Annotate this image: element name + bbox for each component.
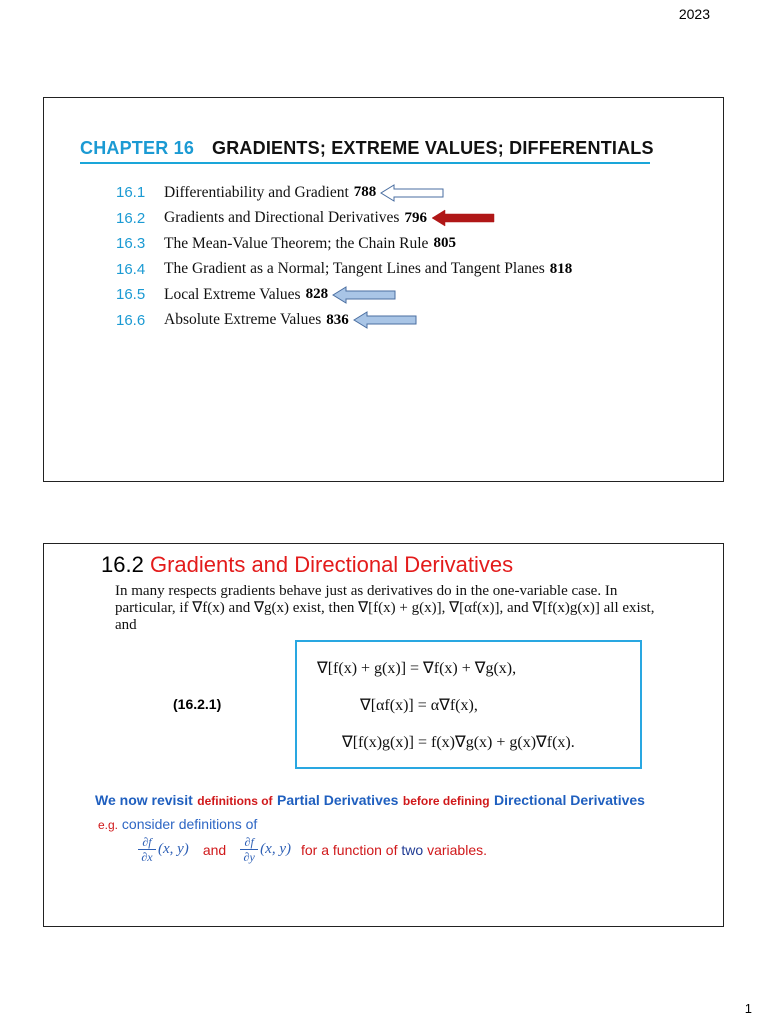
toc-page-number: 788 (353, 184, 377, 201)
slide-gradients (43, 543, 724, 927)
partial-x-args: (x, y) (158, 841, 189, 857)
page-number: 1 (744, 1001, 752, 1016)
partial-x-denominator: ∂x (141, 850, 153, 864)
toc-item (116, 180, 572, 206)
toc-section-title: The Gradient as a Normal; Tangent Lines and Tangent Planes (164, 260, 545, 278)
equation-scalar: ∇[αf(x)] = α∇f(x), (360, 697, 478, 714)
slide-title-text: Gradients and Directional Derivatives (149, 552, 514, 577)
toc-item (116, 231, 572, 257)
eg-prefix: e.g. (98, 818, 119, 832)
equation-product: ∇[f(x)g(x)] = f(x)∇g(x) + g(x)∇f(x). (342, 734, 575, 751)
slide-title (101, 552, 513, 578)
partial-x-fraction (138, 836, 156, 863)
revisit-part3: Partial Derivatives (277, 792, 399, 808)
partial-y-denominator: ∂y (243, 850, 255, 864)
partial-x-numerator: ∂f (142, 835, 152, 849)
partial-y-fraction (240, 836, 258, 863)
toc-page-number: 836 (326, 311, 349, 328)
toc-item (116, 206, 572, 232)
chapter-number: CHAPTER 16 (80, 138, 195, 158)
revisit-part2: definitions of (197, 794, 273, 808)
toc-section-number: 16.4 (116, 260, 146, 278)
toc-section-number: 16.2 (116, 209, 146, 227)
partial-y-args: (x, y) (260, 841, 291, 857)
toc-page-number: 828 (305, 286, 329, 303)
toc-item (116, 282, 572, 308)
toc-section-title: Local Extreme Values (164, 285, 301, 303)
tail-part2: two (401, 841, 424, 858)
slide-chapter-contents (43, 97, 724, 482)
year-label: 2023 (678, 6, 710, 22)
toc-section-number: 16.1 (116, 184, 146, 202)
toc-page-number: 796 (404, 209, 427, 226)
left-arrow-icon (332, 286, 396, 304)
equation-sum: ∇[f(x) + g(x)] = ∇f(x) + ∇g(x), (317, 660, 517, 677)
toc-section-title: The Mean-Value Theorem; the Chain Rule (164, 234, 429, 252)
toc-page-number: 805 (433, 235, 456, 252)
toc-section-number: 16.3 (116, 235, 146, 253)
chapter-title: GRADIENTS; EXTREME VALUES; DIFFERENTIALS (212, 138, 654, 158)
revisit-part5: Directional Derivatives (494, 792, 645, 808)
toc-section-number: 16.6 (116, 311, 146, 329)
revisit-part4: before defining (402, 794, 490, 808)
toc-section-number: 16.5 (116, 286, 146, 304)
toc-item (116, 308, 572, 334)
toc-item (116, 257, 572, 283)
equation-box (295, 640, 642, 769)
toc-section-title: Absolute Extreme Values (164, 311, 322, 329)
partial-y-numerator: ∂f (244, 835, 254, 849)
tail-part1: for a function of (300, 841, 398, 858)
left-arrow-icon (431, 209, 495, 227)
and-word: and (202, 841, 227, 858)
partials-line (138, 836, 487, 863)
toc-page-number: 818 (549, 260, 573, 277)
example-line (98, 816, 257, 832)
revisit-line (95, 792, 645, 810)
intro-paragraph: In many respects gradients behave just as derivatives do in the one-variable case. In particular, if ∇f(x) and ∇g(x) exist, then ∇[f(x) + g(x)], ∇[αf(x)], and ∇[f(x)g(x)] all exist, and (115, 583, 655, 633)
partials-tail (301, 842, 487, 858)
chapter-header (80, 138, 654, 164)
slide-title-number: 16.2 (101, 552, 144, 577)
table-of-contents (116, 180, 572, 333)
equation-label: (16.2.1) (173, 696, 222, 712)
left-arrow-icon (353, 311, 417, 329)
eg-text: consider definitions of (121, 816, 258, 832)
revisit-part1: We now revisit (95, 792, 193, 808)
toc-section-title: Gradients and Directional Derivatives (164, 209, 400, 227)
tail-part3: variables. (427, 841, 487, 858)
toc-section-title: Differentiability and Gradient (164, 183, 349, 201)
left-arrow-icon (380, 184, 444, 202)
